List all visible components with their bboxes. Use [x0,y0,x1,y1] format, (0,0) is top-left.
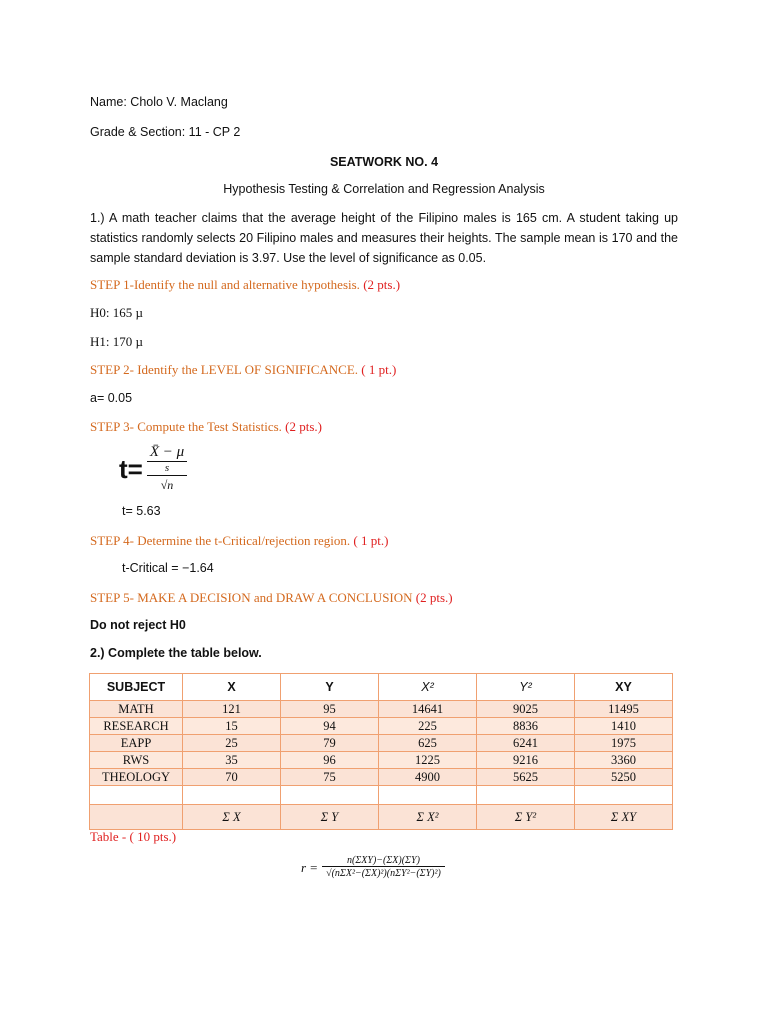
table-cell: 121 [183,701,281,718]
formula-numerator: X̄ − μ [147,444,187,462]
table-cell: 8836 [477,718,575,735]
t-answer: t= 5.63 [122,504,161,518]
step-1-heading [90,277,400,293]
table-cell: 1225 [379,752,477,769]
table-header-row [90,674,673,701]
step-4-label: STEP 4- Determine the t-Critical/rejection region. [90,533,354,548]
table-header: Y² [477,674,575,701]
formula-lhs: t= [119,453,143,484]
table-header: XY [575,674,673,701]
table-cell: 5625 [477,769,575,786]
page-subtitle: Hypothesis Testing & Correlation and Regression Analysis [223,182,545,196]
table-header: Y [281,674,379,701]
table-cell: 70 [183,769,281,786]
table-row [90,701,673,718]
table-row [90,718,673,735]
step-1-label: STEP 1-Identify the null and alternative hypothesis. [90,277,364,292]
table-cell: 6241 [477,735,575,752]
table-header: SUBJECT [90,674,183,701]
table-cell: THEOLOGY [90,769,183,786]
step-5-label: STEP 5- MAKE A DECISION and DRAW A CONCLUSION [90,590,416,605]
table-cell: 35 [183,752,281,769]
problem-2-text: 2.) Complete the table below. [90,646,262,660]
formula-den-top: s [147,462,187,476]
t-statistic-formula [118,444,187,494]
table-row [90,769,673,786]
table-cell: RESEARCH [90,718,183,735]
grade-section: Grade & Section: 11 - CP 2 [90,125,241,139]
page-title: SEATWORK NO. 4 [329,155,439,169]
correlation-formula [300,855,445,880]
problem-1-text: 1.) A math teacher claims that the average height of the Filipino males is 165 cm. A student taking up statistics randomly selects 20 Filipino males and measures their heights. The sample mean is 170 and the sample standard deviation is 3.97. Use the level of significance as 0.05. [90,211,678,265]
t-critical-answer: t-Critical = −1.64 [122,561,214,575]
step-3-heading [90,419,322,435]
table-cell: 625 [379,735,477,752]
table-row [90,752,673,769]
table-cell: 14641 [379,701,477,718]
h0-answer: H0: 165 µ [90,305,143,320]
step-3-points: (2 pts.) [285,419,323,434]
table-cell: 9025 [477,701,575,718]
table-caption [90,829,176,845]
step-2-points: ( 1 pt.) [361,362,397,377]
formula-den-bottom: √n [160,478,174,492]
table-cell [90,805,183,830]
sum-y-cell: Σ Y [281,805,379,830]
step-1-points: (2 pts.) [363,277,401,292]
table-cell: 75 [281,769,379,786]
r-formula-denominator: √(nΣX²−(ΣX)²)(nΣY²−(ΣY)²) [326,868,441,879]
table-cell: 1975 [575,735,673,752]
table-caption-points: ( 10 pts.) [129,829,177,844]
significance-answer: a= 0.05 [90,391,133,405]
table-cell [379,786,477,805]
table-cell: 3360 [575,752,673,769]
table-cell [575,786,673,805]
r-formula-lhs: r = [301,859,319,875]
table-cell [281,786,379,805]
table-cell: EAPP [90,735,183,752]
table-sum-row [90,805,673,830]
table-cell: 1410 [575,718,673,735]
table-cell: RWS [90,752,183,769]
step-2-label: STEP 2- Identify the LEVEL OF SIGNIFICANCE. [90,362,362,377]
table-cell [183,786,281,805]
table-cell: 9216 [477,752,575,769]
table-cell: 5250 [575,769,673,786]
step-4-heading [90,533,388,549]
table-cell: 25 [183,735,281,752]
table-blank-row [90,786,673,805]
data-table [89,673,673,830]
table-cell [90,786,183,805]
sum-x2-cell: Σ X² [379,805,477,830]
sum-x-cell: Σ X [183,805,281,830]
table-cell: 96 [281,752,379,769]
sum-xy-cell: Σ XY [575,805,673,830]
table-cell: 94 [281,718,379,735]
step-5-points: (2 pts.) [415,590,453,605]
table-cell: 95 [281,701,379,718]
table-cell: 225 [379,718,477,735]
table-cell: 11495 [575,701,673,718]
step-3-label: STEP 3- Compute the Test Statistics. [90,419,286,434]
table-cell [477,786,575,805]
decision-answer: Do not reject H0 [90,618,186,632]
step-4-points: ( 1 pt.) [353,533,389,548]
table-header: X [183,674,281,701]
table-cell: 15 [183,718,281,735]
r-formula-numerator: n(ΣXY)−(ΣX)(ΣY) [322,855,445,867]
table-cell: 4900 [379,769,477,786]
student-name: Name: Cholo V. Maclang [90,95,228,109]
step-5-heading [90,590,453,606]
table-caption-label: Table - [90,829,130,844]
table-row [90,735,673,752]
sum-y2-cell: Σ Y² [477,805,575,830]
table-header: X² [379,674,477,701]
h1-answer: H1: 170 µ [90,334,143,349]
table-cell: 79 [281,735,379,752]
table-cell: MATH [90,701,183,718]
step-2-heading [90,362,396,378]
